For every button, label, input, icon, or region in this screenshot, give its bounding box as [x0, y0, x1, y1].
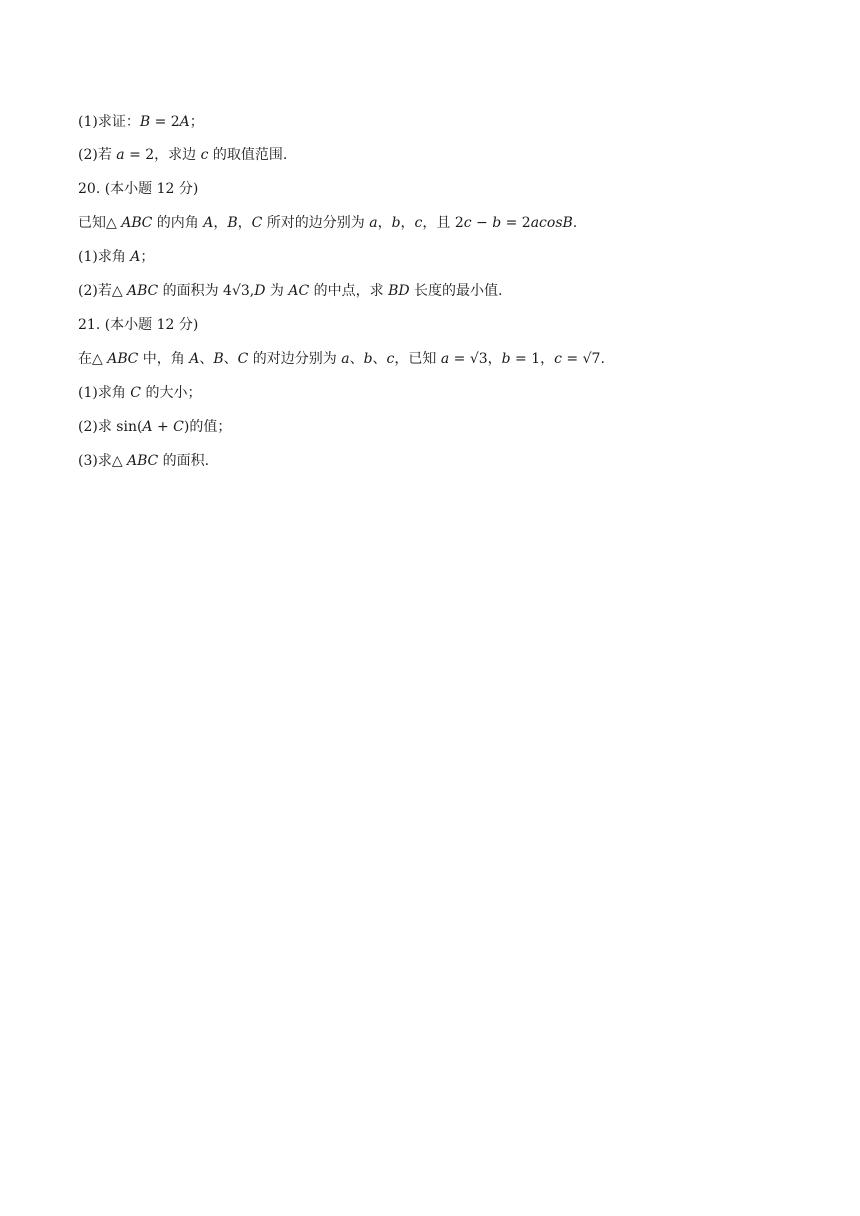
problem-20-part-1: (1)求角 𝐴； [78, 249, 155, 265]
problem-20-part-2: (2)若△ 𝐴𝐵𝐶 的面积为 4√3,𝐷 为 𝐴𝐶 的中点，求 𝐵𝐷 长度的最小值. [78, 283, 503, 299]
problem-20-statement: 已知△ 𝐴𝐵𝐶 的内角 𝐴，𝐵，𝐶 所对的边分别为 𝑎，𝑏，𝑐，且 2𝑐 − 𝑏 = 2𝑎𝑐𝑜𝑠𝐵. [78, 215, 578, 231]
problem-19-part-2: (2)若 𝑎 = 2，求边 𝑐 的取值范围. [78, 147, 288, 163]
problem-21-part-3: (3)求△ 𝐴𝐵𝐶 的面积. [78, 453, 210, 469]
problem-21-part-1: (1)求角 𝐶 的大小； [78, 385, 202, 401]
problem-20-heading: 20. (本小题 12 分) [78, 181, 199, 197]
problem-19-part-1: (1)求证：𝐵 = 2𝐴； [78, 114, 204, 130]
problem-21-heading: 21. (本小题 12 分) [78, 317, 199, 333]
problem-21-statement: 在△ 𝐴𝐵𝐶 中，角 𝐴、𝐵、𝐶 的对边分别为 𝑎、𝑏、𝑐，已知 𝑎 = √3，𝑏 = 1，𝑐 = √7. [78, 351, 605, 367]
problem-21-part-2: (2)求 sin(𝐴 + 𝐶)的值； [78, 419, 232, 435]
